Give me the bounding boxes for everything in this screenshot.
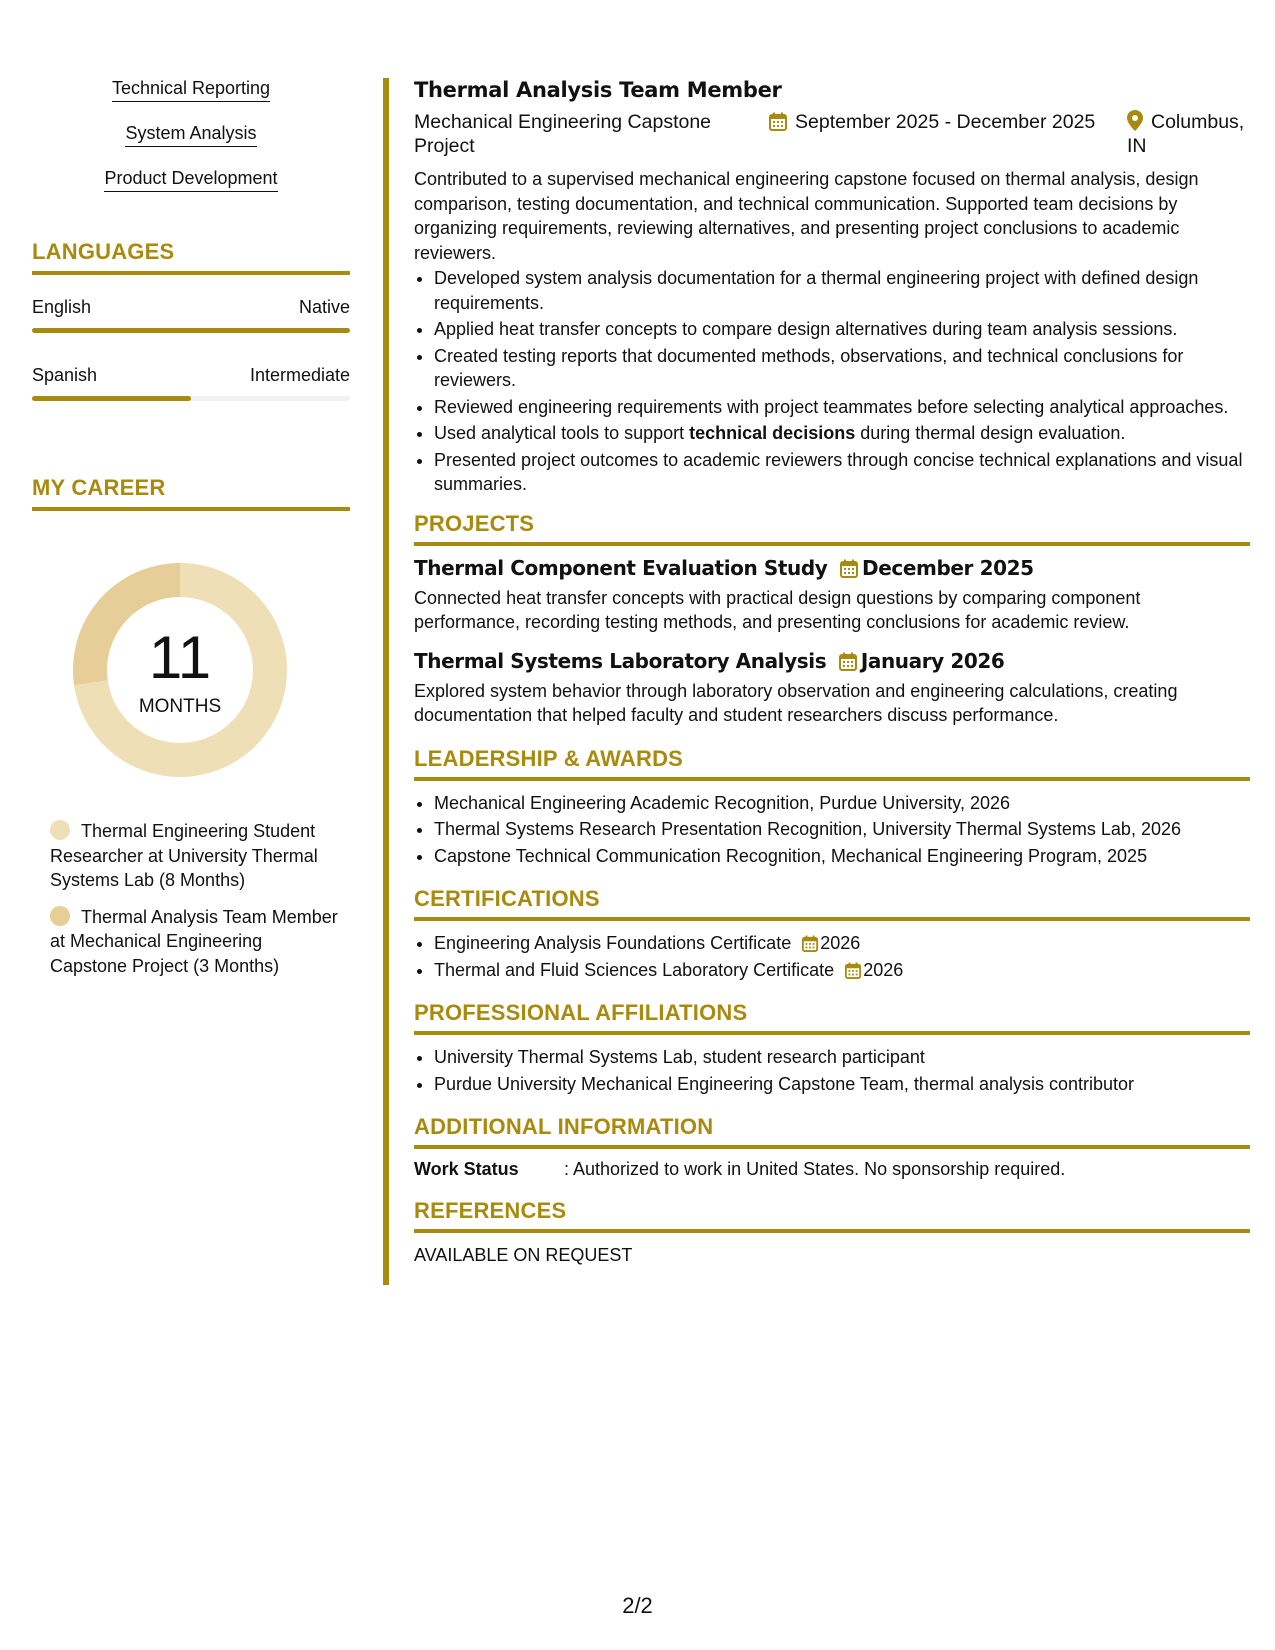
info-row: [414, 1159, 1250, 1180]
language-bar: [32, 396, 350, 401]
job-location-text: Columbus, IN: [1127, 111, 1245, 157]
language-name: English: [32, 297, 92, 317]
career-total-number: 11: [148, 624, 212, 691]
references-section: [414, 1198, 1250, 1266]
list-item: • Purdue University Mechanical Engineering Capstone Team, thermal analysis contributor: [434, 1072, 1250, 1097]
legend-item: [50, 905, 340, 979]
section-title: CERTIFICATIONS: [414, 886, 600, 911]
legend-dot: [50, 820, 70, 840]
career-donut-chart: [65, 555, 295, 785]
list-item: [434, 421, 1250, 446]
section-rule: [414, 542, 1250, 546]
section-rule: [414, 1229, 1250, 1233]
certificate-name: Engineering Analysis Foundations Certificate: [434, 933, 792, 953]
language-row: [32, 297, 350, 318]
list-item: • Thermal Systems Research Presentation Recognition, University Thermal Systems Lab, 2026: [434, 817, 1250, 842]
legend-item: [50, 819, 340, 893]
affiliations-section: [414, 1000, 1250, 1096]
project-date: December 2025: [862, 555, 1034, 580]
left-column: [32, 78, 350, 990]
section-title: PROFESSIONAL AFFILIATIONS: [414, 1000, 748, 1025]
calendar-icon: [840, 559, 858, 578]
job-location: [1119, 110, 1250, 158]
bullet-text: Used analytical tools to support: [434, 423, 690, 443]
job-bullets: [414, 266, 1250, 497]
references-text: AVAILABLE ON REQUEST: [414, 1245, 633, 1265]
list-item: • Capstone Technical Communication Recognition, Mechanical Engineering Program, 2025: [434, 844, 1250, 869]
donut-center: [65, 555, 295, 785]
list-item: [434, 931, 1250, 956]
additional-info-section: [414, 1114, 1250, 1180]
section-rule: [32, 271, 350, 275]
certifications-section: [414, 886, 1250, 982]
list-item: • Applied heat transfer concepts to compare design alternatives during team analysis sessions.: [434, 317, 1250, 342]
skill-item: System Analysis: [125, 123, 256, 147]
job-summary: Contributed to a supervised mechanical engineering capstone focused on thermal analysis, design comparison, testing documentation, and technical communication. Supported team decisions by organizing requirements, reviewing alternatives, and presenting project conclusions to academic reviewers.: [414, 169, 1199, 263]
info-label: Work Status: [414, 1159, 519, 1179]
list-item: • Created testing reports that documented methods, observations, and technical conclusions for reviewers.: [434, 344, 1250, 393]
list-item: • Reviewed engineering requirements with project teammates before selecting analytical approaches.: [434, 395, 1250, 420]
section-title: LANGUAGES: [32, 239, 175, 264]
language-bar: [32, 328, 350, 333]
project-description: Connected heat transfer concepts with practical design questions by comparing component performance, recording testing methods, and presenting conclusions for academic review.: [414, 587, 1141, 632]
section-rule: [32, 507, 350, 511]
certificate-name: Thermal and Fluid Sciences Laboratory Certificate: [434, 959, 835, 980]
section-rule: [414, 917, 1250, 921]
job-dates: [769, 110, 1119, 158]
skills-list: [32, 78, 350, 213]
section-title: LEADERSHIP & AWARDS: [414, 745, 684, 771]
career-section: [32, 475, 350, 978]
language-level: Intermediate: [249, 365, 350, 385]
info-value: : Authorized to work in United States. No sponsorship required.: [564, 1159, 1066, 1179]
certifications-list: [414, 931, 1250, 982]
section-title: ADDITIONAL INFORMATION: [414, 1114, 714, 1139]
section-rule: [414, 1031, 1250, 1035]
language-row: [32, 365, 350, 386]
job-company: Mechanical Engineering Capstone Project: [414, 111, 712, 157]
project-heading: [414, 556, 1250, 580]
job-title: Thermal Analysis Team Member: [414, 78, 782, 102]
legend-dot: [50, 906, 70, 926]
bullet-text: during thermal design evaluation.: [855, 423, 1126, 443]
list-item: • Presented project outcomes to academic reviewers through concise technical explanations and visual summaries.: [434, 448, 1250, 497]
column-divider: [383, 78, 389, 1285]
section-rule: [414, 777, 1250, 781]
legend-label: Thermal Analysis Team Member at Mechanical Engineering Capstone Project (3 Months): [50, 906, 338, 976]
awards-section: [414, 746, 1250, 869]
calendar-icon: [769, 112, 787, 131]
skill-item: Technical Reporting: [112, 78, 270, 102]
project-name: Thermal Systems Laboratory Analysis: [414, 648, 827, 673]
project-date: January 2026: [860, 648, 1005, 673]
bullet-bold-text: technical decisions: [689, 423, 856, 443]
job-meta: [414, 110, 1250, 158]
list-item: • Developed system analysis documentation for a thermal engineering project with defined design requirements.: [434, 266, 1250, 315]
list-item: • Mechanical Engineering Academic Recognition, Purdue University, 2026: [434, 791, 1250, 816]
affiliations-list: [414, 1045, 1250, 1096]
page-number: 2/2: [622, 1593, 653, 1618]
language-bar-fill: [32, 328, 350, 333]
list-item: [434, 958, 1250, 983]
experience-entry: [414, 78, 1250, 497]
skill-item: Product Development: [104, 168, 277, 192]
languages-section: [32, 239, 350, 401]
awards-list: [414, 791, 1250, 869]
certificate-year: 2026: [820, 933, 861, 953]
certificate-year: 2026: [863, 959, 904, 980]
right-column: [414, 78, 1250, 1266]
project-description: Explored system behavior through laboratory observation and engineering calculations, creating documentation that helped faculty and student researchers discuss performance.: [414, 680, 1178, 725]
project-name: Thermal Component Evaluation Study: [414, 555, 828, 580]
section-title: REFERENCES: [414, 1198, 567, 1223]
language-level: Native: [298, 297, 350, 317]
map-pin-icon: [1127, 110, 1143, 131]
projects-section: [414, 511, 1250, 728]
section-title: PROJECTS: [414, 510, 535, 536]
career-total-unit: MONTHS: [138, 696, 222, 717]
project-heading: [414, 649, 1250, 673]
section-title: MY CAREER: [32, 475, 166, 500]
career-legend: [50, 819, 340, 978]
list-item: • University Thermal Systems Lab, student research participant: [434, 1045, 1250, 1070]
section-rule: [414, 1145, 1250, 1149]
job-dates-text: September 2025 - December 2025: [795, 111, 1096, 133]
calendar-icon: [802, 935, 818, 952]
legend-label: Thermal Engineering Student Researcher at University Thermal Systems Lab (8 Months): [50, 821, 318, 890]
calendar-icon: [839, 652, 857, 671]
calendar-icon: [845, 962, 861, 979]
language-bar-fill: [32, 396, 191, 401]
language-name: Spanish: [32, 365, 98, 385]
